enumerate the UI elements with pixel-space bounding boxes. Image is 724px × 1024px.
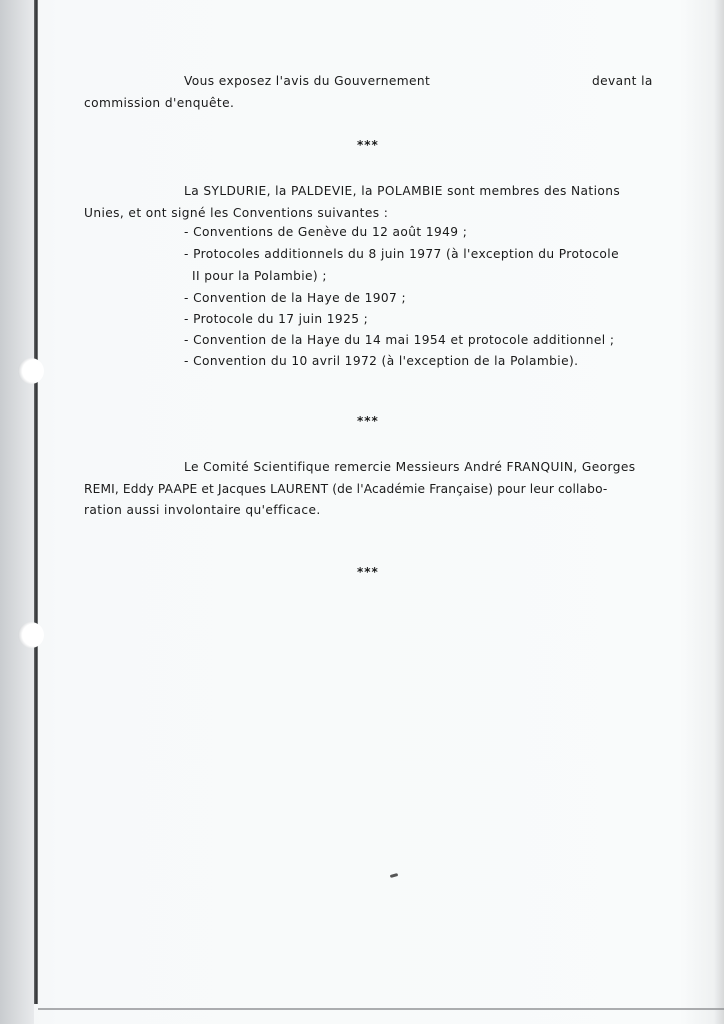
convention-item: - Protocoles additionnels du 8 juin 1977 (à l'exception du Protocole [184, 247, 619, 261]
convention-item: - Convention de la Haye de 1907 ; [184, 291, 406, 305]
binding-edge [34, 0, 38, 1004]
para3-line3: ration aussi involontaire qu'efficace. [84, 503, 321, 517]
convention-item: - Conventions de Genève du 12 août 1949 ; [184, 225, 468, 239]
convention-item-continued: II pour la Polambie) ; [192, 269, 327, 283]
para1-line1-right: devant la [592, 74, 653, 88]
para1-line1-left: Vous exposez l'avis du Gouvernement [184, 74, 431, 88]
separator-1: *** [357, 138, 379, 152]
punch-hole-bottom [18, 622, 44, 648]
binding-shadow [0, 0, 34, 1024]
para2-line2: Unies, et ont signé les Conventions suivantes : [84, 206, 389, 220]
separator-3: *** [357, 565, 379, 579]
separator-2: *** [357, 414, 379, 428]
ink-speck [390, 873, 399, 878]
punch-hole-top [18, 358, 44, 384]
para3-line1: Le Comité Scientifique remercie Messieurs André FRANQUIN, Georges [184, 460, 636, 474]
para3-line2: REMI, Eddy PAAPE et Jacques LAURENT (de l'Académie Française) pour leur collabo- [84, 482, 608, 496]
page-right-edge [714, 0, 724, 1024]
para2-line1: La SYLDURIE, la PALDEVIE, la POLAMBIE sont membres des Nations [184, 184, 621, 198]
convention-item: - Protocole du 17 juin 1925 ; [184, 312, 369, 326]
page-bottom-edge [38, 1008, 724, 1010]
convention-item: - Convention de la Haye du 14 mai 1954 et protocole additionnel ; [184, 333, 615, 347]
para1-line2: commission d'enquête. [84, 96, 235, 110]
convention-item: - Convention du 10 avril 1972 (à l'exception de la Polambie). [184, 354, 579, 368]
